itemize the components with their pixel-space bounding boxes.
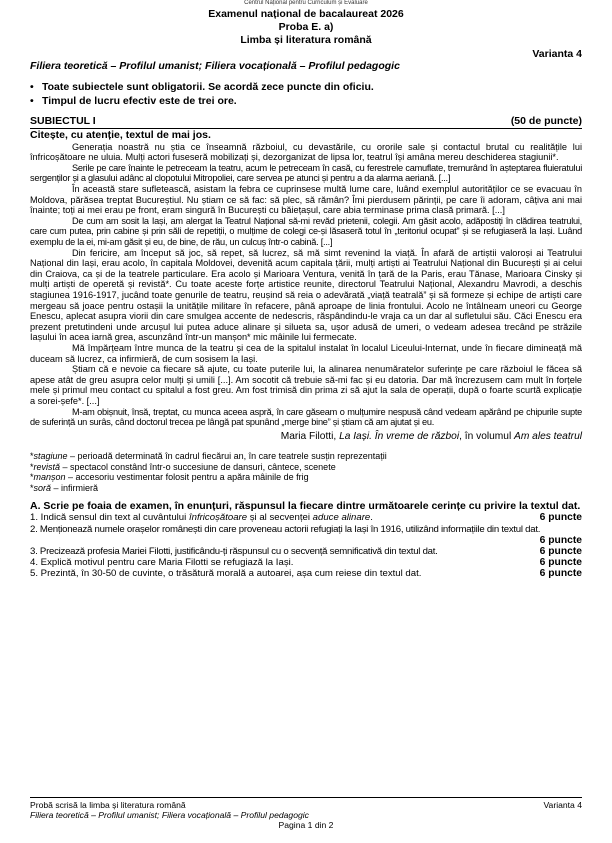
text-paragraph: M-am obișnuit, însă, treptat, cu munca aceea aspră, în care găseam o mulțumire nespusă când vedeam apărând pe chipurile supte de suferință un surâs, când doctorul trecea pe lângă pat spunând „merge bine” și știam că am ajutat și eu. bbox=[30, 406, 582, 428]
requirement-4: 4. Explică motivul pentru care Maria Filotti se refugiază la Iași. 6 puncte bbox=[30, 557, 582, 569]
footer-filiera: Filiera teoretică – Profilul umanist; Filiera vocațională – Profilul pedagogic bbox=[30, 810, 309, 821]
requirement-points: 6 puncte bbox=[539, 534, 582, 546]
requirement-2: 2. Menționează numele orașelor românești din care proveneau actorii refugiați la Iași în 1916, utilizând informațiile din textul dat. bbox=[30, 523, 541, 535]
rules-list bbox=[30, 81, 582, 108]
requirement-2-points-row bbox=[30, 535, 582, 546]
glossary-notes bbox=[30, 451, 582, 493]
text-source: Maria Filotti, La Iași. În vreme de război, în volumul Am ales teatrul bbox=[280, 430, 582, 442]
exam-proba: Proba E. a) bbox=[278, 21, 334, 33]
text-paragraph: În această stare sufletească, asistam la febra ce cuprinsese multă lume care, luând exemplul autorităților ce se evacuau în Moldova, părăsea treptat Bucureștiul. Nu știam ce să fac: să plec, să rămân? Îmi pierdusem părinții, pe care îi adoram, câțiva ani mai înainte; toți ai mei erau pe front, eram singură în București cu băiețașul, care abia terminase prima clasă primară. [...] bbox=[30, 184, 582, 216]
requirement-3: 3. Precizează profesia Mariei Filotti, justificându-ți răspunsul cu o secvență semnificativă din textul dat. 6 puncte bbox=[30, 546, 582, 558]
glossary-item: *manșon – accesoriu vestimentar folosit pentru a apăra mâinile de frig bbox=[30, 472, 309, 483]
requirement-points: 6 puncte bbox=[539, 568, 582, 580]
text-paragraph: Mă împărțeam între munca de la teatru și cea de la spitalul instalat în localul Liceului-Internat, unde în fiecare dimineață mă duceam să lucrez, ca infirmieră, de cum sosisem la Iași. bbox=[30, 342, 582, 364]
requirement-1: 1. Indică sensul din text al cuvântului înfricoșătoare și al secvenței aduce alinare. 6 puncte bbox=[30, 512, 582, 524]
section-a-heading: A. Scrie pe foaia de examen, în enunțuri, răspunsul la fiecare dintre următoarele cerințe cu privire la textul dat. bbox=[30, 499, 581, 512]
top-strip: Centrul Național pentru Curriculum și Evaluare bbox=[244, 0, 368, 6]
requirement-points: 6 puncte bbox=[539, 557, 582, 569]
glossary-item: *stagiune – perioadă determinată în cadrul fiecărui an, în care teatrele susțin reprezentații bbox=[30, 451, 387, 462]
exam-title: Examenul național de bacalaureat 2026 bbox=[208, 8, 404, 20]
glossary-item: *soră – infirmieră bbox=[30, 482, 99, 493]
text-paragraph: De cum am sosit la Iași, am alergat la Teatrul Național să-mi revăd prietenii, colegii. Am găsit acolo, adăpostiți în clădirea teatrului, care cum putea, prin cabine și prin săli de repetiții, o mulțime de colegi ce-și lăsaseră totul în „teritoriul ocupat” și se refugiaseră la Iași. Luând exemplu de la ei, mi-am găsit și eu, de bine, de rău, un culcuș într-o cabină. [...] bbox=[30, 215, 582, 248]
text-paragraph: Din fericire, am început să joc, să repet, să lucrez, să mă simt revenind la viață. În afară de artiștii valoroși ai Teatrului Național din Iași, erau acolo, în capitala Moldovei, devenită acum capitala țării, mulți artiști ai Teatrului Național din București și ai celui din Craiova, ca și de la teatrele particulare. Era acolo și Marioara Ventura, venită în țară de la Paris, erau Tănase, Marioara Cinsky și mulți artiști de operetă și revistă*. Cu toate aceste forțe artistice reunite, directorul Teatrului Național, Alexandru Mavrodi, a deschis stagiunea 1916-1917, jucând toate genurile de teatru, reușind să reia o adevărată „viață teatrală” și să formeze și echipe de artiști care mergeau să joace pentru ostașii la unitățile militare în refacere, până aproape de linia frontului. Acolo ne întâlneam uneori cu George Enescu, aplecat asupra viorii din care smulgea accente de nedescris, răspândindu-le vraja ca un dar al sufletului său. Căci Enescu era prezent pretutindeni unde arcușul lui putea aduce alinare și silueta sa, ușor adusă de umeri, o vedeam adesea trecând pe străzile Iașului în acea iarnă grea, ascunzând într-un manșon* mic mâinile lui fermecate. bbox=[30, 247, 582, 343]
footer-subject: Probă scrisă la limba și literatura română bbox=[30, 800, 186, 810]
page-number: Pagina 1 din 2 bbox=[278, 820, 334, 831]
filiera-line: Filiera teoretică – Profilul umanist; Filiera vocațională – Profilul pedagogic bbox=[30, 59, 400, 72]
subject-heading bbox=[30, 115, 582, 129]
glossary-item: *revistă – spectacol constând într-o succesiune de dansuri, cântece, scenete bbox=[30, 461, 336, 472]
variant-label: Varianta 4 bbox=[532, 48, 582, 60]
footer-variant: Varianta 4 bbox=[543, 800, 582, 810]
subject-points: (50 de puncte) bbox=[510, 115, 582, 128]
requirement-5: 5. Prezintă, în 30-50 de cuvinte, o trăsătură morală a autoarei, așa cum reiese din textul dat. 6 puncte bbox=[30, 568, 582, 580]
text-paragraph: Generația noastră nu știa ce înseamnă războiul, cu devastările, cu ororile sale și contactul brutal cu realitățile lui înfricoșătoare ne uluia. Mulți actori fuseseră mobilizați și, dezorganizat de lipsa lor, teatrul își amâna mereu deschiderea stagiunii*. bbox=[30, 141, 582, 163]
rule-item: • Timpul de lucru efectiv este de trei ore. bbox=[30, 94, 237, 107]
text-paragraph: Știam că e nevoie ca fiecare să ajute, cu toate puterile lui, la alinarea nenumăratelor suferințe pe care războiul le făcea să apese atât de greu asupra celor mulți și umili [...]. Am socotit că trebuie să-mi fac și eu datoria. Dar mă încrezusem cam mult în forțele mele și primul meu contact cu spitalul a fost greu. Am fost trimisă din prima zi să ajut la sala de operații, după o foarte scurtă explicație a sorei-șefe*. [...] bbox=[30, 364, 582, 406]
literary-text bbox=[30, 142, 582, 428]
requirement-points: 6 puncte bbox=[539, 512, 582, 524]
exam-subject: Limba și literatura română bbox=[240, 34, 372, 46]
exam-page bbox=[30, 8, 582, 580]
text-paragraph: Serile pe care înainte le petreceam la teatru, acum le petreceam în casă, cu ferestrele camuflate, tremurând în așteptarea fluieratului sergenților și a glasului adânc al clopotului Mitropoliei, care servea pe atunci și pentru a da alarma aeriană. [...] bbox=[30, 162, 582, 184]
rule-item: • Toate subiectele sunt obligatorii. Se acordă zece puncte din oficiu. bbox=[30, 81, 374, 94]
reading-instruction: Citește, cu atenție, textul de mai jos. bbox=[30, 129, 211, 142]
subject-title: SUBIECTUL I bbox=[30, 115, 96, 128]
page-footer bbox=[30, 797, 582, 831]
bullet-icon: • bbox=[30, 81, 34, 94]
requirement-points: 6 puncte bbox=[539, 546, 582, 558]
bullet-icon: • bbox=[30, 94, 34, 107]
